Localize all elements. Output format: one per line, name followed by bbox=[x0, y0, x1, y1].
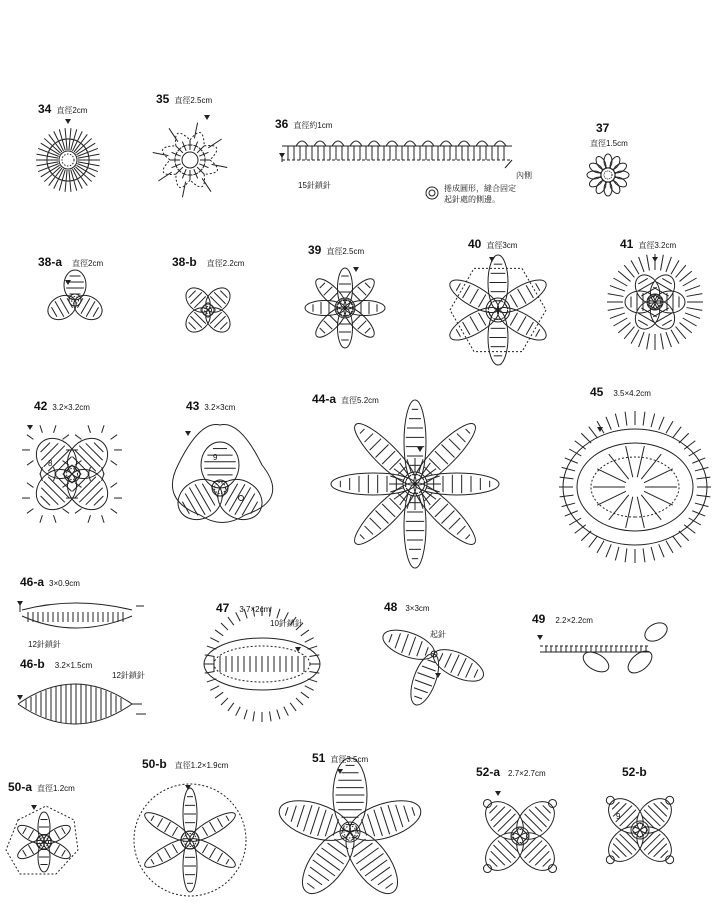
diagram-34 bbox=[36, 119, 100, 192]
diagram-41 bbox=[607, 254, 703, 350]
note-47-chain: 10針鎖針 bbox=[270, 619, 303, 628]
diagram-43 bbox=[171, 425, 273, 528]
size-37: 直徑1.5cm bbox=[590, 139, 628, 148]
diagram-38b bbox=[181, 283, 235, 337]
label-39: 39 直徑2.5cm bbox=[308, 243, 365, 257]
label-35: 35 直徑2.5cm bbox=[156, 92, 213, 106]
label-38a: 38-a 直徑2cm bbox=[38, 255, 104, 269]
label-45: 45 3.5×4.2cm bbox=[590, 385, 651, 399]
label-34: 34 直徑2cm bbox=[38, 102, 88, 116]
label-44a: 44-a 直徑5.2cm bbox=[312, 392, 379, 406]
note-43-row: 9 bbox=[213, 453, 218, 462]
label-52a: 52-a 2.7×2.7cm bbox=[476, 765, 546, 779]
diagram-50a bbox=[6, 805, 78, 874]
label-47: 47 3.7×2cm bbox=[216, 601, 271, 615]
note-46a-chain: 12針鎖針 bbox=[28, 640, 61, 649]
label-51: 51 直徑3.5cm bbox=[312, 751, 369, 765]
note-36-chain: 15針鎖針 bbox=[298, 181, 331, 190]
diagram-46a bbox=[17, 601, 144, 628]
label-50a: 50-a 直徑1.2cm bbox=[8, 780, 75, 794]
label-38b: 38-b 直徑2.2cm bbox=[172, 255, 245, 269]
note-36-inner: 內側 bbox=[516, 171, 532, 180]
diagram-35 bbox=[153, 115, 227, 197]
note-52b-row: 9 bbox=[616, 812, 621, 821]
diagram-50b bbox=[134, 784, 246, 896]
label-49: 49 2.2×2.2cm bbox=[532, 612, 593, 626]
diagram-46b bbox=[17, 684, 146, 724]
note-46b-chain: 12針鎖針 bbox=[112, 671, 145, 680]
note-48-start: 起針 bbox=[430, 630, 446, 639]
diagram-42 bbox=[22, 425, 122, 523]
diagram-52a bbox=[478, 791, 561, 878]
label-42: 42 3.2×3.2cm bbox=[34, 399, 90, 413]
label-41: 41 直徑3.2cm bbox=[620, 237, 677, 251]
diagram-37 bbox=[587, 154, 629, 196]
diagram-38a bbox=[44, 270, 107, 325]
diagram-49 bbox=[537, 619, 670, 677]
label-37: 37 bbox=[596, 121, 610, 135]
label-48: 48 3×3cm bbox=[384, 600, 430, 614]
label-43: 43 3.2×3cm bbox=[186, 399, 236, 413]
label-52b: 52-b bbox=[622, 765, 647, 779]
diagram-39 bbox=[305, 267, 385, 348]
note-42-row: 8 bbox=[48, 459, 53, 468]
diagram-40 bbox=[445, 255, 550, 365]
label-46b: 46-b 3.2×1.5cm bbox=[20, 657, 93, 671]
diagram-51 bbox=[274, 758, 425, 902]
label-46a: 46-a 3×0.9cm bbox=[20, 575, 80, 589]
diagram-52b bbox=[602, 792, 678, 868]
note-36-instr-2: 起針處的側邊。 bbox=[444, 195, 500, 204]
diagram-45 bbox=[559, 411, 711, 563]
label-36: 36 直徑約1cm bbox=[275, 117, 333, 131]
note-36-instr-1: 捲成圓形，縫合固定 bbox=[444, 184, 516, 193]
diagram-44a bbox=[331, 400, 499, 568]
label-50b: 50-b 直徑1.2×1.9cm bbox=[142, 757, 229, 771]
label-40: 40 直徑3cm bbox=[468, 237, 518, 251]
